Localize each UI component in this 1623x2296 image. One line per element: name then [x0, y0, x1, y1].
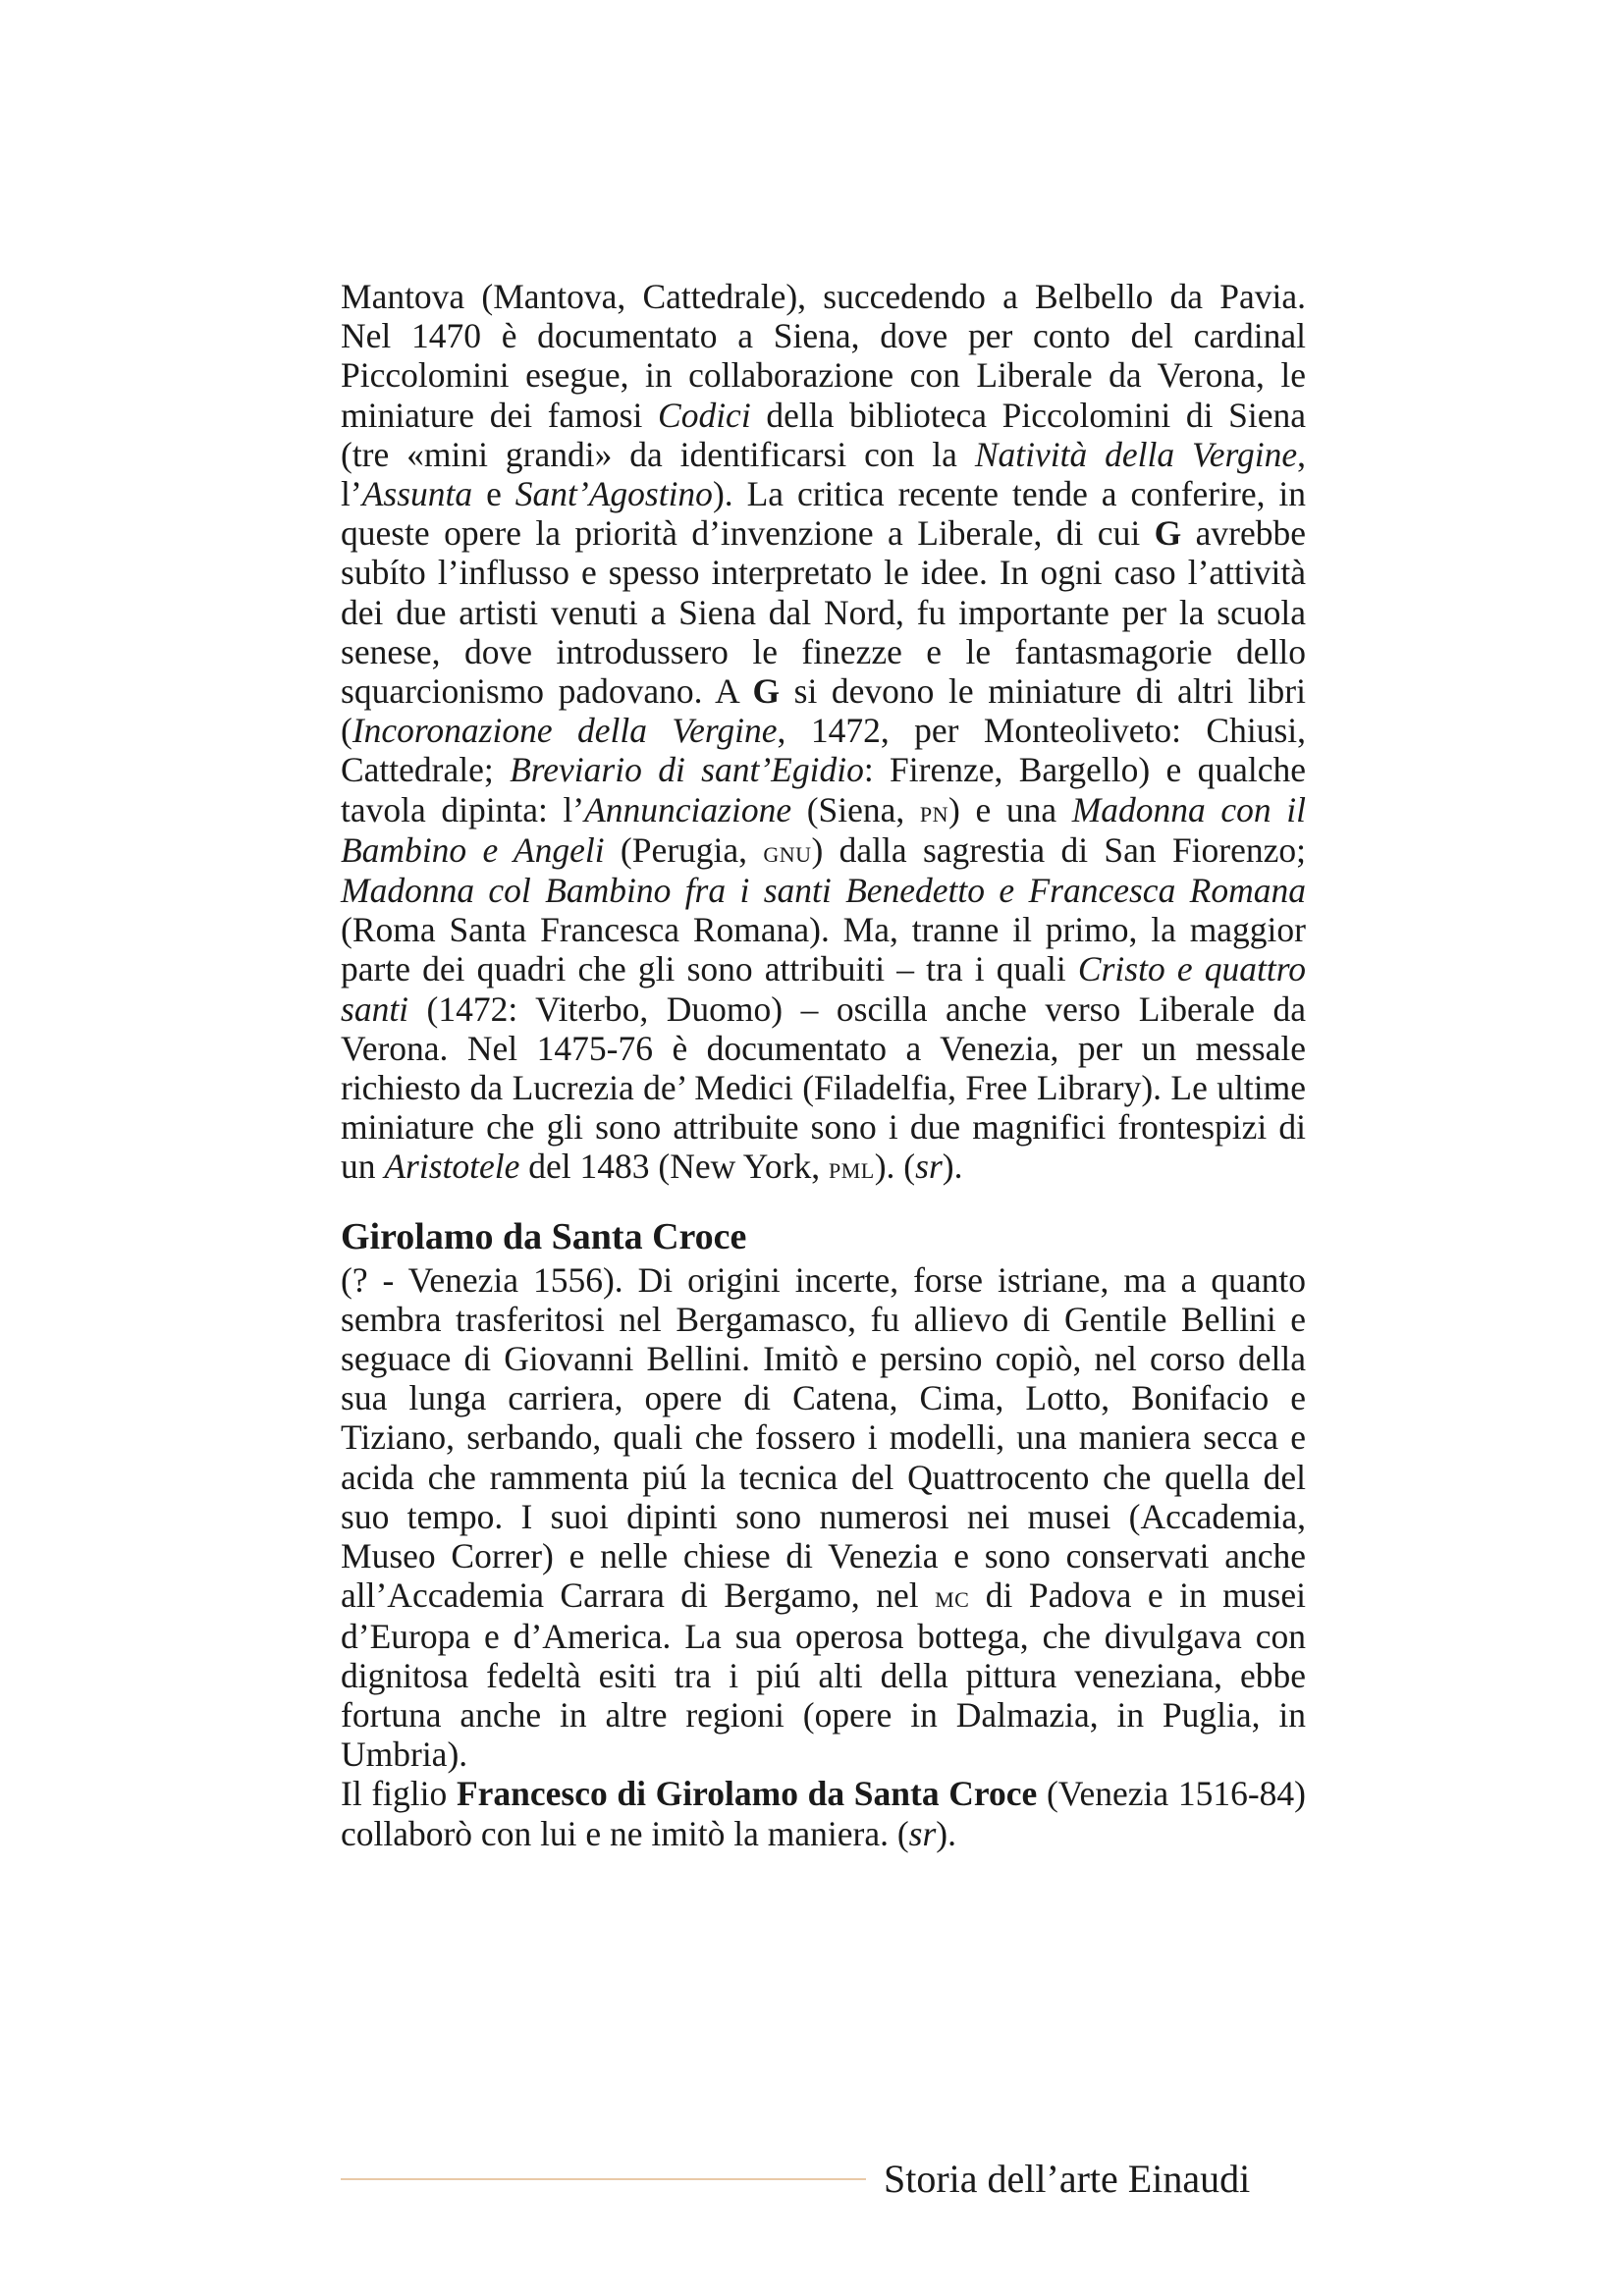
text-run: ). ( — [874, 1147, 916, 1187]
small-caps-abbreviation: mc — [935, 1578, 970, 1615]
italic-title: Madonna col Bambino fra i santi Benedetto e Francesca Romana — [341, 871, 1306, 911]
bold-name: Francesco di Girolamo da Santa Croce — [456, 1774, 1038, 1814]
italic-title: Breviario di sant’Egidio — [510, 750, 864, 790]
italic-title: Natività della Vergine — [974, 434, 1298, 474]
text-run: (1472: Viterbo, Duomo) – oscilla anche verso Liberale da Verona. Nel 1475-76 è documentato a Venezia, per un messale richiesto da Lucrezia de’ Medici (Filadelfia, Free Library). Le ultime miniature che gli sono attribuite sono i due magnifici frontespizi di un — [341, 988, 1306, 1187]
italic-title: Assunta — [361, 474, 473, 514]
entry-body-paragraph — [341, 1260, 1306, 1775]
text-run: avrebbe subíto l’influsso e spesso interpretato le idee. In ogni caso l’attività dei due artisti venuti a Siena dal Nord, fu importante per la scuola senese, dove introdussero le finezze e le fantasmagorie dello squarcionismo padovano. A — [341, 513, 1306, 712]
text-run: (Venezia 1516-84) collaborò con lui e ne imitò la maniera. ( — [341, 1774, 1306, 1853]
text-run: si devono le miniature di altri libri ( — [341, 671, 1306, 751]
small-caps-abbreviation: gnu — [763, 832, 812, 869]
bold-abbreviation: G — [1154, 513, 1182, 554]
author-initials: sr — [908, 1813, 937, 1853]
text-run: ) dalla sagrestia di San Fiorenzo; — [811, 829, 1307, 870]
text-run: ). — [936, 1813, 956, 1853]
text-run: , l’ — [341, 434, 1306, 514]
author-initials: sr — [915, 1147, 943, 1187]
small-caps-abbreviation: pml — [828, 1149, 875, 1186]
text-run: , 1472, per Monteoliveto: Chiusi, Cattedrale; — [341, 711, 1306, 790]
text-run: del 1483 (New York, — [519, 1147, 829, 1187]
entry-heading: Girolamo da Santa Croce — [341, 1215, 747, 1257]
text-run: (Roma Santa Francesca Romana). Ma, tranne il primo, la maggior parte dei quadri che gli sono attribuiti – tra i quali — [341, 910, 1306, 989]
text-run: Il figlio — [341, 1774, 457, 1814]
small-caps-abbreviation: pn — [919, 792, 949, 828]
footer-rule — [341, 2178, 866, 2180]
italic-title: Incoronazione della Vergine — [352, 711, 778, 751]
italic-title: Annunciazione — [584, 789, 792, 829]
text-run: della biblioteca Piccolomini di Siena (tre «mini grandi» da identificarsi con la — [341, 395, 1307, 474]
italic-title: Aristotele — [384, 1147, 520, 1187]
italic-title: Sant’Agostino — [514, 474, 713, 514]
text-run: (Perugia, — [604, 829, 764, 870]
text-run: di Padova e in musei d’Europa e d’America. La sua operosa bottega, che divulgava con dignitosa fedeltà esiti tra i piú alti della pittura veneziana, ebbe fortuna anche in altre regioni (opere in Dalmazia, in Puglia, in Umbria). — [341, 1575, 1306, 1775]
entry-continuation-paragraph — [341, 277, 1306, 1188]
italic-title: Codici — [658, 395, 751, 435]
text-run: (Siena, — [791, 789, 920, 829]
text-run: ). La critica recente tende a conferire, in queste opere la priorità d’invenzione a Liberale, di cui — [341, 474, 1306, 554]
text-run: (? - Venezia 1556). Di origini incerte, forse istriane, ma a quanto sembra trasferitosi nel Bergamasco, fu allievo di Gentile Bellini e seguace di Giovanni Bellini. Imitò e persino copiò, nel corso della sua lunga carriera, opere di Catena, Cima, Lotto, Bonifacio e Tiziano, serbando, quali che fossero i modelli, una maniera secca e acida che rammenta piú la tecnica del Quattrocento che quella del suo tempo. I suoi dipinti sono numerosi nei musei (Accademia, Museo Correr) e nelle chiese di Venezia e sono conservati anche all’Accademia Carrara di Bergamo, nel — [341, 1259, 1306, 1616]
italic-title: Cristo e quattro santi — [341, 949, 1306, 1029]
footer-publication-title: Storia dell’arte Einaudi — [884, 2157, 1251, 2201]
bold-abbreviation: G — [752, 671, 781, 712]
italic-title: Madonna con il Bambino e Angeli — [341, 789, 1306, 870]
text-run: e — [472, 474, 515, 514]
text-run: ). — [942, 1147, 963, 1187]
text-run: : Firenze, Bargello) e qualche tavola dipinta: l’ — [341, 750, 1307, 829]
text-run: Mantova (Mantova, Cattedrale), succedendo a Belbello da Pavia. Nel 1470 è documentato a Siena, dove per conto del cardinal Piccolomini esegue, in collaborazione con Liberale da Verona, le miniature dei famosi — [341, 277, 1306, 435]
text-run: ) e una — [948, 789, 1072, 829]
entry-body-paragraph — [341, 1774, 1306, 1852]
text-column — [341, 277, 1306, 1853]
